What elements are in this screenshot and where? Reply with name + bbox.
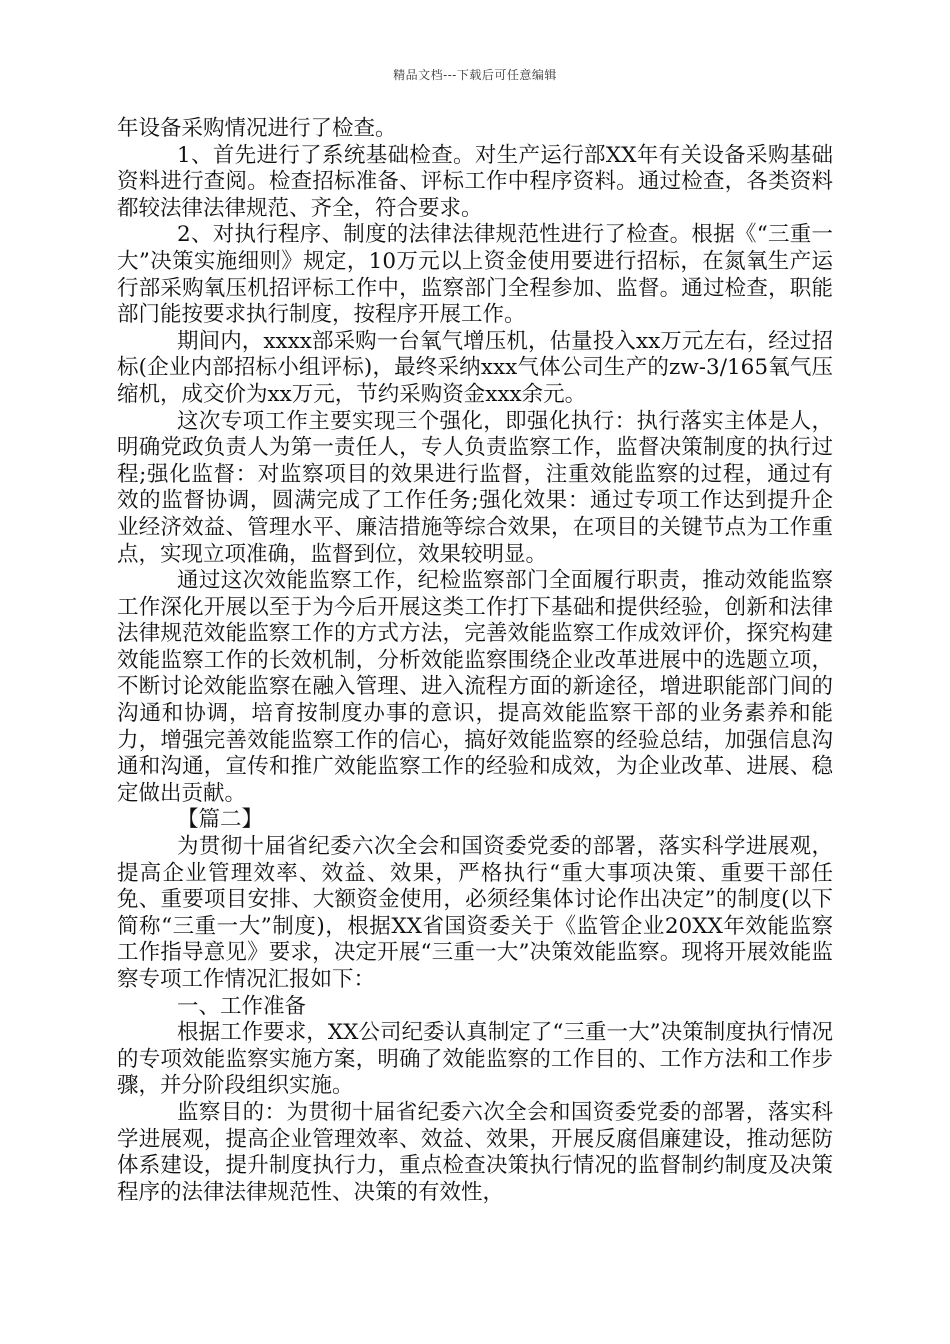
page-header: 精品文档---下载后可任意编辑 — [393, 68, 557, 82]
paragraph-summary: 通过这次效能监察工作，纪检监察部门全面履行职责，推动效能监察工作深化开展以至于为今后开展这类工作打下基础和提供经验，创新和法律法律规范效能监察工作的方式方法，完善效能监察工作成效评价，探究构建效能监察工作的长效机制，分析效能监察围绕企业改革进展中的选题立项，不断讨论效能监察在融入管理、进入流程方面的新途径，增进职能部门间的沟通和协调，培育按制度办事的意识，提高效能监察干部的业务素养和能力，增强完善效能监察工作的信心，搞好效能监察的经验总结，加强信息沟通和沟通，宣传和推广效能监察工作的经验和成效，为企业改革、进展、稳定做出贡献。 — [117, 568, 833, 806]
paragraph-continuation: 年设备采购情况进行了检查。 — [117, 116, 397, 141]
document-body — [117, 116, 833, 1206]
paragraph-preparation: 根据工作要求，XX公司纪委认真制定了“三重一大”决策制度执行情况的专项效能监察实施方案，明确了效能监察的工作目的、工作方法和工作步骤，并分阶段组织实施。 — [117, 1020, 833, 1099]
paragraph-procurement: 期间内，xxxx部采购一台氧气增压机，估量投入xx万元左右，经过招标(企业内部招标小组评标)，最终采纳xxx气体公司生产的zw-3/165氧气压缩机，成交价为xx万元，节约采购资金xxx余元。 — [117, 328, 833, 407]
paragraph-intro-part-two: 为贯彻十届省纪委六次全会和国资委党委的部署，落实科学进展观，提高企业管理效率、效益、效果，严格执行“重大事项决策、重要干部任免、重要项目安排、大额资金使用，必须经集体讨论作出决定”的制度(以下简称“三重一大”制度)，根据XX省国资委关于《监管企业20XX年效能监察工作指导意见》要求，决定开展“三重一大”决策效能监察。现将开展效能监察专项工作情况汇报如下： — [117, 834, 833, 992]
paragraph-purpose: 监察目的：为贯彻十届省纪委六次全会和国资委党委的部署，落实科学进展观，提高企业管理效率、效益、效果，开展反腐倡廉建设，推动惩防体系建设，提升制度执行力，重点检查决策执行情况的监督制约制度及决策程序的法律法律规范性、决策的有效性， — [117, 1099, 833, 1205]
section-heading-preparation: 一、工作准备 — [177, 993, 307, 1019]
paragraph-item-2: 2、对执行程序、制度的法律法律规范性进行了检查。根据《“三重一大”决策实施细则》规定，10万元以上资金使用要进行招标，在氮氧生产运行部采购氧压机招评标工作中，监察部门全程参加、监督。通过检查，职能部门能按要求执行制度，按程序开展工作。 — [117, 222, 833, 328]
section-heading-part-two: 【篇二】 — [177, 807, 264, 833]
paragraph-three-strengthenings: 这次专项工作主要实现三个强化，即强化执行：执行落实主体是人，明确党政负责人为第一责任人，专人负责监察工作，监督决策制度的执行过程;强化监督：对监察项目的效果进行监督，注重效能监察的过程，通过有效的监督协调，圆满完成了工作任务;强化效果：通过专项工作达到提升企业经济效益、管理水平、廉洁措施等综合效果，在项目的关键节点为工作重点，实现立项准确，监督到位，效果较明显。 — [117, 408, 833, 567]
paragraph-item-1: 1、首先进行了系统基础检查。对生产运行部XX年有关设备采购基础资料进行查阅。检查招标准备、评标工作中程序资料。通过检查，各类资料都较法律法律规范、齐全，符合要求。 — [117, 142, 833, 221]
